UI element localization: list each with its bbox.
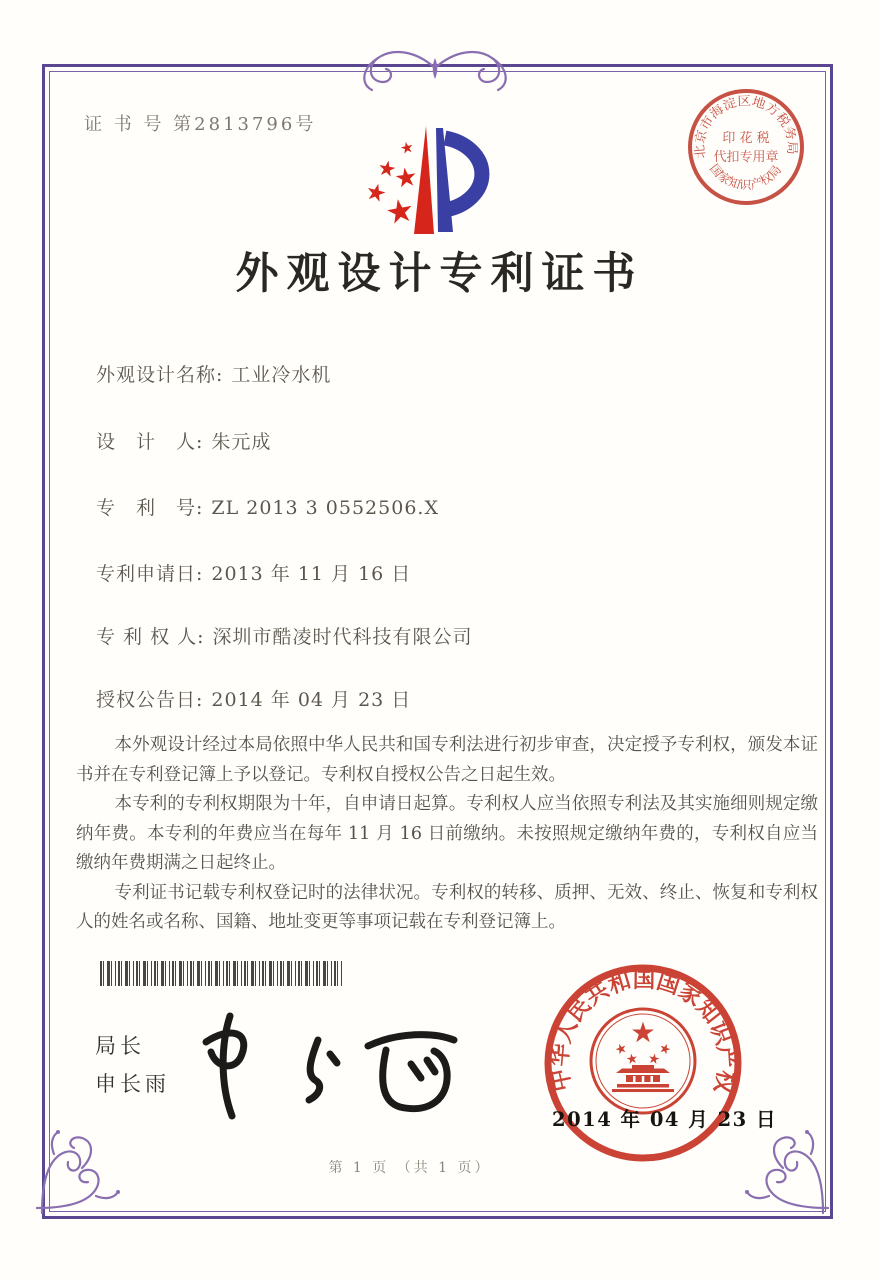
certificate-barcode xyxy=(100,961,342,986)
grant-seal-date: 2014 年 04 月 23 日 xyxy=(552,1108,777,1131)
field-patentee xyxy=(96,622,473,649)
five-red-stars-icon xyxy=(365,141,417,225)
commissioner-signature xyxy=(190,1002,470,1120)
logo-red-wedge xyxy=(414,126,434,234)
legal-paragraph: 本专利的专利权期限为十年，自申请日起算。专利权人应当依照专利法及其实施细则规定缴纳年费。本专利的年费应当在每年 11 月 16 日前缴纳。未按照规定缴纳年费的，专利权自应当缴纳年费期满之日起终止。 xyxy=(76,794,818,873)
top-center-flourish-ornament xyxy=(320,40,550,96)
field-value: 2013 年 11 月 16 日 xyxy=(211,563,412,585)
cnipa-grant-seal xyxy=(538,958,748,1168)
stamp-tax-seal xyxy=(681,82,811,212)
seal-ring-text: 中华人民共和国国家知识产权局 xyxy=(543,963,743,1099)
field-patent-number xyxy=(96,493,439,520)
svg-text:国家知识产权局 xyxy=(707,161,784,192)
field-filing-date xyxy=(96,559,411,586)
field-value: 2014 年 04 月 23 日 xyxy=(211,689,412,711)
stamp-top-arc-text: 北京市海淀区地方税务局 xyxy=(691,92,801,160)
stamp-bottom-arc-text: 国家知识产权局 xyxy=(706,161,784,193)
national-emblem-icon xyxy=(591,1009,695,1113)
legal-text-block xyxy=(76,731,818,938)
field-label: 专 利 权 人: xyxy=(96,626,205,648)
logo-blue-p-bowl xyxy=(445,138,482,210)
field-label: 外观设计名称: xyxy=(96,364,224,386)
field-value: ZL 2013 3 0552506.X xyxy=(211,497,439,519)
bottom-left-corner-flourish xyxy=(32,1108,142,1218)
field-label: 专 利 号: xyxy=(96,497,204,519)
page-number-footer: 第 1 页 （共 1 页） xyxy=(328,1160,492,1176)
certificate-number: 证 书 号 第2813796号 xyxy=(84,114,317,135)
field-label: 设 计 人: xyxy=(96,431,204,453)
field-value: 工业冷水机 xyxy=(231,364,332,386)
field-value: 深圳市酷凌时代科技有限公司 xyxy=(212,626,473,648)
field-label: 专利申请日: xyxy=(96,563,204,585)
field-label: 授权公告日: xyxy=(96,689,204,711)
field-value: 朱元成 xyxy=(211,431,272,453)
legal-paragraph: 专利证书记载专利权登记时的法律状况。专利权的转移、质押、无效、终止、恢复和专利权人的姓名或名称、国籍、地址变更等事项记载在专利登记簿上。 xyxy=(76,882,818,932)
legal-paragraph: 本外观设计经过本局依照中华人民共和国专利法进行初步审查，决定授予专利权，颁发本证书并在专利登记簿上予以登记。专利权自授权公告之日起生效。 xyxy=(76,735,818,785)
field-grant-date xyxy=(96,685,411,712)
signer-title: 局长 xyxy=(95,1034,145,1058)
signer-name: 申长雨 xyxy=(95,1072,170,1096)
stamp-center-line2: 代扣专用章 xyxy=(713,150,779,165)
certificate-title: 外观设计专利证书 xyxy=(235,249,644,299)
field-design-name xyxy=(96,360,331,387)
sipo-logo-icon xyxy=(338,122,538,242)
field-designer xyxy=(96,427,271,454)
stamp-center-line1: 印 花 税 xyxy=(722,131,770,146)
